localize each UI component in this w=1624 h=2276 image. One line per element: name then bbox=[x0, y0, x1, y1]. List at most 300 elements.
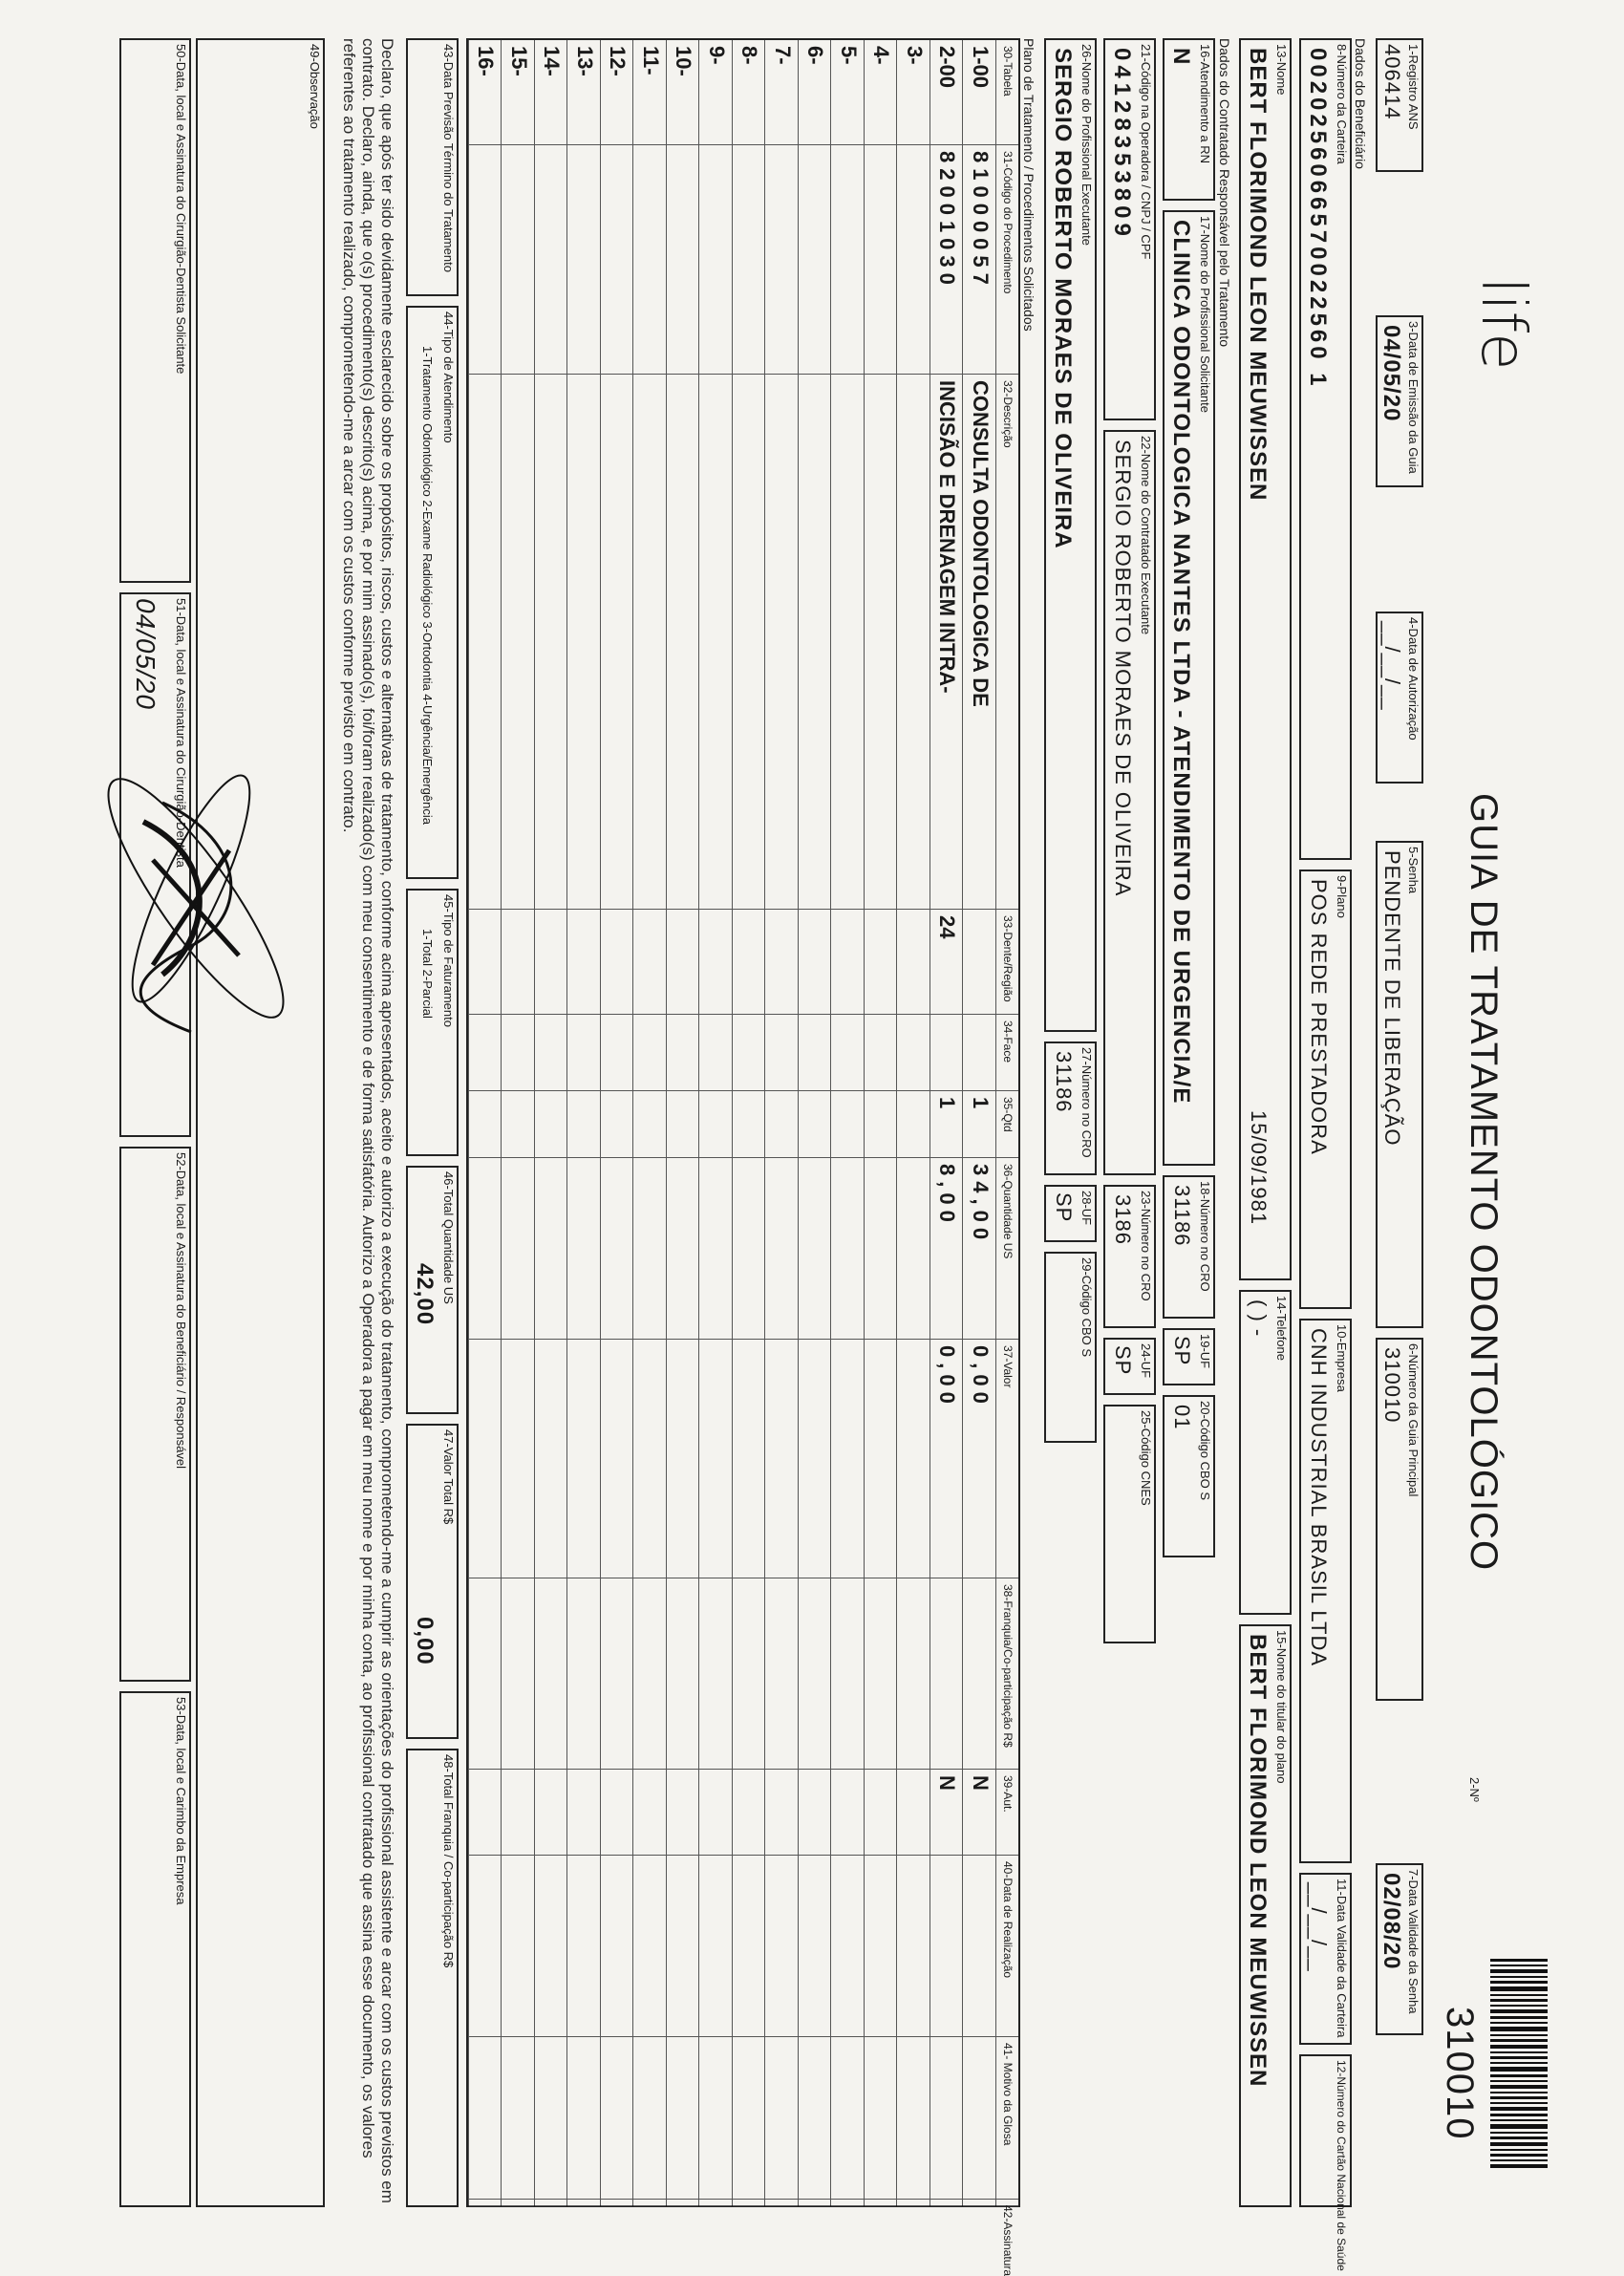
table-cell-glosa[interactable] bbox=[535, 2037, 567, 2200]
table-cell-franquia[interactable] bbox=[964, 1578, 996, 1770]
company[interactable]: CNH INDUSTRIAL BRASIL LTDA bbox=[1307, 1328, 1331, 1667]
table-cell-face[interactable] bbox=[733, 1015, 765, 1091]
table-cell-codigo[interactable] bbox=[898, 145, 930, 375]
field-21-label: 21-Código na Operadora / CNPJ / CPF bbox=[1139, 44, 1153, 260]
table-cell-us[interactable] bbox=[898, 1158, 930, 1340]
table-cell-qtd[interactable] bbox=[535, 1091, 567, 1158]
table-cell-aut[interactable] bbox=[535, 1770, 567, 1856]
field-8-label: 8-Número da Carteira bbox=[1335, 44, 1349, 164]
table-row bbox=[502, 40, 535, 2205]
table-cell-us[interactable] bbox=[469, 1158, 502, 1340]
table-row bbox=[633, 40, 667, 2205]
executing-professional[interactable]: SERGIO ROBERTO MORAES DE OLIVEIRA bbox=[1050, 48, 1076, 549]
table-cell-assinatura[interactable] bbox=[502, 2200, 535, 2206]
guide-number: 310010 bbox=[1439, 2007, 1481, 2140]
field-53-box bbox=[119, 1691, 191, 2207]
table-cell-descricao[interactable] bbox=[469, 375, 502, 910]
table-row bbox=[864, 40, 897, 2205]
table-cell-codigo[interactable] bbox=[469, 145, 502, 375]
cro-number-18[interactable]: 31186 bbox=[1170, 1185, 1194, 1247]
table-cell-dente[interactable] bbox=[667, 910, 699, 1015]
field-12-label: 12-Número do Cartão Nacional de Saúde bbox=[1335, 2060, 1348, 2271]
table-cell-assinatura[interactable] bbox=[898, 2200, 930, 2206]
table-cell-glosa[interactable] bbox=[733, 2037, 765, 2200]
table-header-cell: 34-Face bbox=[996, 1015, 1018, 1091]
table-cell-qtd[interactable]: 1 bbox=[964, 1091, 996, 1158]
table-cell-tabela[interactable]: 7- bbox=[766, 40, 799, 145]
table-cell-assinatura[interactable] bbox=[667, 2200, 699, 2206]
table-cell-aut[interactable] bbox=[700, 1770, 733, 1856]
table-cell-face[interactable] bbox=[930, 1015, 963, 1091]
table-cell-us[interactable] bbox=[766, 1158, 799, 1340]
table-cell-data[interactable] bbox=[700, 1856, 733, 2037]
authorization-date[interactable]: __/__/__ bbox=[1380, 621, 1404, 711]
table-cell-descricao[interactable] bbox=[601, 375, 633, 910]
field-5-label: 5-Senha bbox=[1406, 847, 1421, 894]
uf-19[interactable]: SP bbox=[1170, 1336, 1194, 1366]
field-28-box bbox=[1044, 1185, 1097, 1242]
table-cell-data[interactable] bbox=[766, 1856, 799, 2037]
table-cell-descricao[interactable]: CONSULTA ODONTOLOGICA DE bbox=[964, 375, 996, 910]
table-cell-valor[interactable] bbox=[865, 1340, 897, 1578]
table-cell-codigo[interactable] bbox=[865, 145, 897, 375]
table-cell-tabela[interactable]: 6- bbox=[799, 40, 831, 145]
table-cell-qtd[interactable] bbox=[766, 1091, 799, 1158]
table-cell-qtd[interactable] bbox=[634, 1091, 667, 1158]
table-cell-glosa[interactable] bbox=[865, 2037, 897, 2200]
table-cell-glosa[interactable] bbox=[700, 2037, 733, 2200]
main-guide-number[interactable]: 310010 bbox=[1380, 1347, 1404, 1424]
table-cell-codigo[interactable] bbox=[568, 145, 601, 375]
table-cell-data[interactable] bbox=[865, 1856, 897, 2037]
table-cell-tabela[interactable]: 14- bbox=[535, 40, 567, 145]
table-cell-us[interactable] bbox=[832, 1158, 865, 1340]
field-8-box bbox=[1299, 38, 1352, 860]
table-cell-descricao[interactable] bbox=[568, 375, 601, 910]
table-cell-descricao[interactable] bbox=[502, 375, 535, 910]
table-cell-assinatura[interactable] bbox=[568, 2200, 601, 2206]
password[interactable]: PENDENTE DE LIBERAÇÃO bbox=[1380, 850, 1404, 1147]
table-row bbox=[897, 40, 930, 2205]
table-cell-assinatura[interactable] bbox=[700, 2200, 733, 2206]
field-10-box bbox=[1299, 1319, 1352, 1863]
table-cell-qtd[interactable] bbox=[799, 1091, 831, 1158]
table-cell-dente[interactable] bbox=[568, 910, 601, 1015]
table-cell-face[interactable] bbox=[667, 1015, 699, 1091]
field-48-label: 48-Total Franquia / Co-participação R$ bbox=[441, 1754, 456, 1968]
table-cell-data[interactable] bbox=[832, 1856, 865, 2037]
field-14-label: 14-Telefone bbox=[1274, 1296, 1289, 1361]
table-cell-dente[interactable] bbox=[898, 910, 930, 1015]
table-cell-qtd[interactable] bbox=[601, 1091, 633, 1158]
table-cell-franquia[interactable] bbox=[865, 1578, 897, 1770]
table-cell-dente[interactable] bbox=[700, 910, 733, 1015]
field-29-box bbox=[1044, 1252, 1097, 1443]
table-cell-face[interactable] bbox=[568, 1015, 601, 1091]
table-cell-data[interactable] bbox=[898, 1856, 930, 2037]
dentist-signature-date[interactable]: 04/05/20 bbox=[131, 598, 160, 710]
table-cell-data[interactable] bbox=[964, 1856, 996, 2037]
table-cell-descricao[interactable] bbox=[733, 375, 765, 910]
field-11-label: 11-Data Validade da Carteira bbox=[1335, 1879, 1349, 2038]
table-cell-dente[interactable] bbox=[799, 910, 831, 1015]
table-cell-descricao[interactable] bbox=[865, 375, 897, 910]
table-cell-aut[interactable] bbox=[568, 1770, 601, 1856]
table-cell-franquia[interactable] bbox=[930, 1578, 963, 1770]
table-cell-us[interactable] bbox=[667, 1158, 699, 1340]
table-cell-dente[interactable] bbox=[964, 910, 996, 1015]
table-cell-tabela[interactable]: 4- bbox=[865, 40, 897, 145]
table-cell-assinatura[interactable] bbox=[766, 2200, 799, 2206]
uf-24[interactable]: SP bbox=[1111, 1345, 1135, 1376]
table-cell-glosa[interactable] bbox=[502, 2037, 535, 2200]
table-row bbox=[963, 40, 996, 2205]
requesting-professional[interactable]: CLINICA ODONTOLOGICA NANTES LTDA - ATENDIMENTO DE URGENCIA/E bbox=[1168, 220, 1194, 1105]
field-10-label: 10-Empresa bbox=[1335, 1324, 1349, 1392]
field-23-label: 23-Número no CRO bbox=[1139, 1191, 1153, 1301]
table-cell-data[interactable] bbox=[502, 1856, 535, 2037]
table-cell-dente[interactable]: 24 bbox=[930, 910, 963, 1015]
table-cell-assinatura[interactable] bbox=[865, 2200, 897, 2206]
table-cell-us[interactable] bbox=[799, 1158, 831, 1340]
table-cell-dente[interactable] bbox=[502, 910, 535, 1015]
table-cell-franquia[interactable] bbox=[601, 1578, 633, 1770]
table-cell-valor[interactable] bbox=[568, 1340, 601, 1578]
newborn-care[interactable]: N bbox=[1168, 48, 1194, 66]
table-cell-valor[interactable] bbox=[535, 1340, 567, 1578]
field-53-label: 53-Data, local e Carimbo da Empresa bbox=[174, 1697, 188, 1905]
table-cell-franquia[interactable] bbox=[634, 1578, 667, 1770]
table-header-cell: 37-Valor bbox=[996, 1340, 1018, 1578]
table-cell-face[interactable] bbox=[535, 1015, 567, 1091]
table-cell-codigo[interactable]: 82001030 bbox=[930, 145, 963, 375]
table-cell-us[interactable] bbox=[700, 1158, 733, 1340]
operator-code[interactable]: 04128353809 bbox=[1109, 48, 1135, 241]
field-12-box bbox=[1299, 2054, 1352, 2271]
table-cell-qtd[interactable] bbox=[898, 1091, 930, 1158]
table-cell-qtd[interactable] bbox=[568, 1091, 601, 1158]
table-cell-aut[interactable] bbox=[898, 1770, 930, 1856]
table-cell-tabela[interactable]: 5- bbox=[832, 40, 865, 145]
table-cell-descricao[interactable] bbox=[535, 375, 567, 910]
table-cell-qtd[interactable] bbox=[700, 1091, 733, 1158]
table-header-cell: 40-Data de Realização bbox=[996, 1856, 1018, 2037]
table-cell-tabela[interactable]: 12- bbox=[601, 40, 633, 145]
table-cell-valor[interactable] bbox=[832, 1340, 865, 1578]
table-cell-glosa[interactable] bbox=[469, 2037, 502, 2200]
table-row bbox=[666, 40, 699, 2205]
table-cell-glosa[interactable] bbox=[601, 2037, 633, 2200]
field-3-box bbox=[1376, 315, 1423, 487]
table-cell-aut[interactable]: N bbox=[964, 1770, 996, 1856]
table-cell-valor[interactable]: 0,00 bbox=[964, 1340, 996, 1578]
table-cell-qtd[interactable] bbox=[832, 1091, 865, 1158]
barcode bbox=[1490, 1959, 1548, 2198]
table-cell-face[interactable] bbox=[700, 1015, 733, 1091]
beneficiary-section-title: Dados do Beneficiário bbox=[1353, 38, 1368, 169]
table-cell-glosa[interactable] bbox=[898, 2037, 930, 2200]
executing-contractor[interactable]: SERGIO ROBERTO MORAES DE OLIVEIRA bbox=[1111, 440, 1135, 897]
table-cell-valor[interactable] bbox=[601, 1340, 633, 1578]
field-3-label: 3-Data de Emissão da Guia bbox=[1406, 321, 1421, 474]
cro-number-23[interactable]: 3186 bbox=[1111, 1194, 1135, 1245]
table-cell-glosa[interactable] bbox=[766, 2037, 799, 2200]
table-cell-descricao[interactable] bbox=[898, 375, 930, 910]
table-cell-aut[interactable] bbox=[667, 1770, 699, 1856]
field-17-box bbox=[1163, 210, 1215, 1166]
beneficiary-name[interactable]: BERT FLORIMOND LEON MEUWISSEN bbox=[1245, 48, 1271, 502]
table-cell-valor[interactable] bbox=[634, 1340, 667, 1578]
field-21-box bbox=[1103, 38, 1156, 420]
table-cell-codigo[interactable] bbox=[832, 145, 865, 375]
table-cell-franquia[interactable] bbox=[469, 1578, 502, 1770]
table-cell-qtd[interactable] bbox=[733, 1091, 765, 1158]
plan-section-title: Plano de Tratamento / Procedimentos Solicitados bbox=[1021, 38, 1036, 332]
table-cell-glosa[interactable] bbox=[634, 2037, 667, 2200]
table-cell-us[interactable] bbox=[733, 1158, 765, 1340]
table-cell-codigo[interactable] bbox=[700, 145, 733, 375]
table-cell-aut[interactable] bbox=[502, 1770, 535, 1856]
field-19-box bbox=[1163, 1328, 1215, 1385]
table-cell-codigo[interactable] bbox=[667, 145, 699, 375]
table-cell-dente[interactable] bbox=[832, 910, 865, 1015]
table-cell-aut[interactable] bbox=[469, 1770, 502, 1856]
table-cell-qtd[interactable]: 1 bbox=[930, 1091, 963, 1158]
table-cell-assinatura[interactable] bbox=[930, 2200, 963, 2206]
field-19-label: 19-UF bbox=[1198, 1334, 1212, 1369]
card-number[interactable]: 0020256066570022560 1 bbox=[1305, 48, 1331, 390]
table-cell-descricao[interactable] bbox=[799, 375, 831, 910]
table-cell-assinatura[interactable] bbox=[469, 2200, 502, 2206]
table-cell-data[interactable] bbox=[733, 1856, 765, 2037]
table-cell-us[interactable]: 8,00 bbox=[930, 1158, 963, 1340]
table-cell-codigo[interactable]: 81000057 bbox=[964, 145, 996, 375]
table-cell-glosa[interactable] bbox=[930, 2037, 963, 2200]
table-cell-aut[interactable] bbox=[733, 1770, 765, 1856]
field-18-box bbox=[1163, 1175, 1215, 1319]
field-29-label: 29-Código CBO S bbox=[1079, 1257, 1094, 1358]
card-validity[interactable]: __/__/__ bbox=[1307, 1882, 1331, 1972]
field-20-box bbox=[1163, 1395, 1215, 1557]
table-cell-tabela[interactable]: 1-00 bbox=[964, 40, 996, 145]
table-cell-valor[interactable] bbox=[766, 1340, 799, 1578]
table-cell-aut[interactable] bbox=[766, 1770, 799, 1856]
issue-date[interactable]: 04/05/20 bbox=[1378, 325, 1404, 422]
table-cell-aut[interactable]: N bbox=[930, 1770, 963, 1856]
field-9-box bbox=[1299, 870, 1352, 1309]
table-row bbox=[930, 40, 963, 2205]
table-header-cell: 39-Aut. bbox=[996, 1770, 1018, 1856]
table-cell-data[interactable] bbox=[634, 1856, 667, 2037]
table-cell-codigo[interactable] bbox=[799, 145, 831, 375]
table-cell-dente[interactable] bbox=[766, 910, 799, 1015]
table-header-cell: 32-Descrição bbox=[996, 375, 1018, 910]
birth-date[interactable]: 15/09/1981 bbox=[1247, 1110, 1271, 1226]
holder-name[interactable]: BERT FLORIMOND LEON MEUWISSEN bbox=[1245, 1634, 1271, 2088]
table-cell-data[interactable] bbox=[667, 1856, 699, 2037]
table-cell-codigo[interactable] bbox=[535, 145, 567, 375]
table-cell-descricao[interactable] bbox=[634, 375, 667, 910]
table-cell-us[interactable] bbox=[865, 1158, 897, 1340]
table-cell-qtd[interactable] bbox=[865, 1091, 897, 1158]
table-cell-codigo[interactable] bbox=[502, 145, 535, 375]
field-6-label: 6-Número da Guia Principal bbox=[1406, 1343, 1421, 1497]
table-cell-glosa[interactable] bbox=[832, 2037, 865, 2200]
table-cell-franquia[interactable] bbox=[766, 1578, 799, 1770]
table-cell-valor[interactable] bbox=[667, 1340, 699, 1578]
table-cell-dente[interactable] bbox=[733, 910, 765, 1015]
table-cell-qtd[interactable] bbox=[502, 1091, 535, 1158]
table-cell-us[interactable] bbox=[634, 1158, 667, 1340]
table-cell-data[interactable] bbox=[535, 1856, 567, 2037]
table-cell-franquia[interactable] bbox=[535, 1578, 567, 1770]
table-cell-assinatura[interactable] bbox=[535, 2200, 567, 2206]
plan[interactable]: POS REDE PRESTADORA bbox=[1307, 879, 1331, 1155]
procedures-table bbox=[466, 38, 1020, 2276]
table-cell-descricao[interactable] bbox=[766, 375, 799, 910]
password-validity[interactable]: 02/08/20 bbox=[1378, 1873, 1404, 1970]
table-cell-face[interactable] bbox=[601, 1015, 633, 1091]
table-cell-dente[interactable] bbox=[535, 910, 567, 1015]
table-cell-franquia[interactable] bbox=[832, 1578, 865, 1770]
table-cell-valor[interactable] bbox=[502, 1340, 535, 1578]
table-cell-valor[interactable]: 0,00 bbox=[930, 1340, 963, 1578]
table-cell-dente[interactable] bbox=[469, 910, 502, 1015]
field-9-label: 9-Plano bbox=[1335, 875, 1349, 918]
table-cell-descricao[interactable] bbox=[832, 375, 865, 910]
table-cell-valor[interactable] bbox=[799, 1340, 831, 1578]
table-cell-valor[interactable] bbox=[898, 1340, 930, 1578]
table-cell-us[interactable]: 34,00 bbox=[964, 1158, 996, 1340]
cbo-20[interactable]: 01 bbox=[1170, 1405, 1194, 1430]
table-cell-us[interactable] bbox=[568, 1158, 601, 1340]
table-cell-descricao[interactable] bbox=[667, 375, 699, 910]
table-cell-data[interactable] bbox=[568, 1856, 601, 2037]
table-cell-qtd[interactable] bbox=[667, 1091, 699, 1158]
table-cell-us[interactable] bbox=[535, 1158, 567, 1340]
cro-number-27[interactable]: 31186 bbox=[1052, 1051, 1076, 1113]
table-cell-face[interactable] bbox=[469, 1015, 502, 1091]
table-cell-tabela[interactable]: 3- bbox=[898, 40, 930, 145]
table-cell-valor[interactable] bbox=[733, 1340, 765, 1578]
table-cell-data[interactable] bbox=[930, 1856, 963, 2037]
table-cell-descricao[interactable]: INCISÃO E DRENAGEM INTRA- bbox=[930, 375, 963, 910]
table-row bbox=[765, 40, 799, 2205]
table-cell-assinatura[interactable] bbox=[832, 2200, 865, 2206]
phone[interactable]: ( ) - bbox=[1247, 1299, 1271, 1338]
table-row bbox=[468, 40, 502, 2205]
table-cell-assinatura[interactable] bbox=[799, 2200, 831, 2206]
table-cell-face[interactable] bbox=[502, 1015, 535, 1091]
table-cell-tabela[interactable]: 16- bbox=[469, 40, 502, 145]
table-cell-face[interactable] bbox=[766, 1015, 799, 1091]
table-row bbox=[534, 40, 567, 2205]
table-cell-data[interactable] bbox=[601, 1856, 633, 2037]
table-cell-assinatura[interactable] bbox=[964, 2200, 996, 2206]
table-cell-franquia[interactable] bbox=[898, 1578, 930, 1770]
field-14-box bbox=[1239, 1290, 1292, 1615]
table-cell-face[interactable] bbox=[964, 1015, 996, 1091]
table-cell-franquia[interactable] bbox=[502, 1578, 535, 1770]
table-cell-aut[interactable] bbox=[865, 1770, 897, 1856]
table-cell-face[interactable] bbox=[832, 1015, 865, 1091]
table-cell-data[interactable] bbox=[799, 1856, 831, 2037]
table-header-cell: 38-Franquia/Co-participação R$ bbox=[996, 1578, 1018, 1770]
table-cell-codigo[interactable] bbox=[733, 145, 765, 375]
table-cell-dente[interactable] bbox=[634, 910, 667, 1015]
total-value[interactable]: 0,00 bbox=[412, 1617, 438, 1665]
field-50-label: 50-Data, local e Assinatura do Cirurgião-Dentista Solicitante bbox=[174, 44, 188, 375]
handwritten-signature bbox=[86, 745, 306, 1051]
table-cell-qtd[interactable] bbox=[469, 1091, 502, 1158]
field-45-options[interactable]: 1-Total 2-Parcial bbox=[420, 929, 435, 1019]
field-47-box bbox=[406, 1424, 459, 1739]
table-cell-franquia[interactable] bbox=[733, 1578, 765, 1770]
table-cell-tabela[interactable]: 2-00 bbox=[930, 40, 963, 145]
table-cell-glosa[interactable] bbox=[799, 2037, 831, 2200]
table-cell-us[interactable] bbox=[502, 1158, 535, 1340]
field-45-box bbox=[406, 889, 459, 1156]
field-7-box bbox=[1376, 1863, 1423, 2035]
table-cell-franquia[interactable] bbox=[700, 1578, 733, 1770]
total-us[interactable]: 42,00 bbox=[412, 1263, 438, 1326]
table-cell-dente[interactable] bbox=[601, 910, 633, 1015]
table-cell-aut[interactable] bbox=[799, 1770, 831, 1856]
field-13-box bbox=[1239, 38, 1292, 1280]
table-cell-assinatura[interactable] bbox=[634, 2200, 667, 2206]
table-cell-dente[interactable] bbox=[865, 910, 897, 1015]
table-cell-assinatura[interactable] bbox=[733, 2200, 765, 2206]
field-49-box bbox=[196, 38, 325, 2207]
field-43-label: 43-Data Previsão Término do Tratamento bbox=[441, 44, 456, 272]
table-cell-franquia[interactable] bbox=[667, 1578, 699, 1770]
table-cell-aut[interactable] bbox=[832, 1770, 865, 1856]
field-11-box bbox=[1299, 1873, 1352, 2045]
table-cell-codigo[interactable] bbox=[766, 145, 799, 375]
table-cell-face[interactable] bbox=[898, 1015, 930, 1091]
table-cell-tabela[interactable]: 15- bbox=[502, 40, 535, 145]
table-cell-tabela[interactable]: 8- bbox=[733, 40, 765, 145]
table-cell-tabela[interactable]: 9- bbox=[700, 40, 733, 145]
table-cell-franquia[interactable] bbox=[568, 1578, 601, 1770]
table-cell-descricao[interactable] bbox=[700, 375, 733, 910]
table-cell-assinatura[interactable] bbox=[601, 2200, 633, 2206]
table-cell-tabela[interactable]: 10- bbox=[667, 40, 699, 145]
declaration-text: Declaro, que após ter sido devidamente esclarecido sobre os propósitos, riscos, custos e alternativas de tratamento, conforme acima apresentados, aceito e autorizo a execução do tratamento, comprometendo-me a cumprir as orientações do profissional assistente e arcar com os custos previstos em contrato. Declaro, ainda, que o(s) procedimento(s) descrito(s) acima, e por mim assinado(s), foi/foram realizado(s) com meu consentimento e de forma satisfatória. Autorizo a Operadora a pagar em meu nome e por minha conta, ao profissional contratado que assina esse documento, os valores referentes ao tratamento realizado, comprometendo-me a arcar com os custos conforme previsto em contrato. bbox=[340, 38, 396, 2203]
table-cell-codigo[interactable] bbox=[634, 145, 667, 375]
table-cell-tabela[interactable]: 11- bbox=[634, 40, 667, 145]
field-44-options[interactable]: 1-Tratamento Odontológico 2-Exame Radiológico 3-Ortodontia 4-Urgência/Emergência bbox=[420, 346, 435, 825]
field-18-label: 18-Número no CRO bbox=[1198, 1181, 1212, 1292]
table-cell-franquia[interactable] bbox=[799, 1578, 831, 1770]
table-cell-face[interactable] bbox=[799, 1015, 831, 1091]
table-cell-tabela[interactable]: 13- bbox=[568, 40, 601, 145]
table-cell-aut[interactable] bbox=[601, 1770, 633, 1856]
table-cell-codigo[interactable] bbox=[601, 145, 633, 375]
table-cell-data[interactable] bbox=[469, 1856, 502, 2037]
table-cell-valor[interactable] bbox=[700, 1340, 733, 1578]
table-cell-glosa[interactable] bbox=[667, 2037, 699, 2200]
table-cell-aut[interactable] bbox=[634, 1770, 667, 1856]
uf-28[interactable]: SP bbox=[1052, 1192, 1076, 1223]
table-cell-glosa[interactable] bbox=[964, 2037, 996, 2200]
table-cell-glosa[interactable] bbox=[568, 2037, 601, 2200]
table-cell-face[interactable] bbox=[634, 1015, 667, 1091]
table-cell-us[interactable] bbox=[601, 1158, 633, 1340]
table-cell-face[interactable] bbox=[865, 1015, 897, 1091]
table-cell-valor[interactable] bbox=[469, 1340, 502, 1578]
field-44-box bbox=[406, 306, 459, 879]
